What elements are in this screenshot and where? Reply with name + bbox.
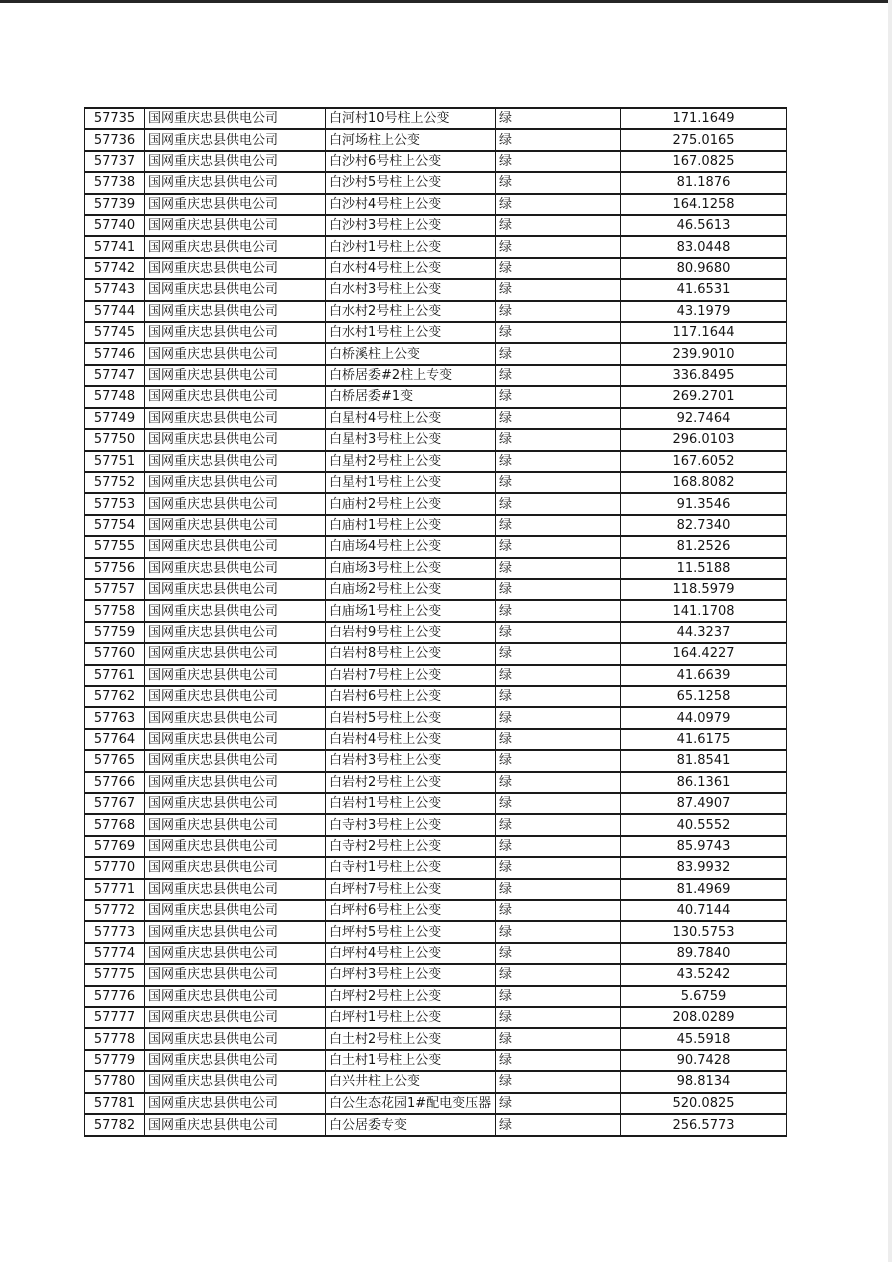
cell-company: 国网重庆忠县供电公司 — [145, 772, 326, 793]
cell-company: 国网重庆忠县供电公司 — [145, 451, 326, 472]
table-row — [85, 686, 787, 707]
cell-status: 绿 — [496, 194, 621, 215]
cell-value: 81.1876 — [621, 172, 787, 193]
cell-value: 81.2526 — [621, 536, 787, 557]
cell-value: 83.9932 — [621, 857, 787, 878]
cell-company: 国网重庆忠县供电公司 — [145, 301, 326, 322]
cell-id: 57766 — [85, 772, 145, 793]
cell-name: 白沙村6号柱上公变 — [326, 151, 496, 172]
cell-value: 269.2701 — [621, 386, 787, 407]
cell-value: 256.5773 — [621, 1114, 787, 1136]
cell-id: 57779 — [85, 1050, 145, 1071]
cell-id: 57746 — [85, 343, 145, 364]
table-body — [85, 108, 787, 1136]
cell-id: 57772 — [85, 900, 145, 921]
cell-status: 绿 — [496, 451, 621, 472]
cell-id: 57777 — [85, 1007, 145, 1028]
cell-value: 90.7428 — [621, 1050, 787, 1071]
cell-company: 国网重庆忠县供电公司 — [145, 836, 326, 857]
cell-name: 白坪村6号柱上公变 — [326, 900, 496, 921]
cell-company: 国网重庆忠县供电公司 — [145, 686, 326, 707]
cell-value: 46.5613 — [621, 215, 787, 236]
cell-id: 57775 — [85, 964, 145, 985]
cell-id: 57762 — [85, 686, 145, 707]
cell-name: 白岩村9号柱上公变 — [326, 622, 496, 643]
cell-status: 绿 — [496, 151, 621, 172]
cell-status: 绿 — [496, 729, 621, 750]
table-row — [85, 365, 787, 386]
cell-name: 白庙场2号柱上公变 — [326, 579, 496, 600]
cell-status: 绿 — [496, 772, 621, 793]
cell-status: 绿 — [496, 1050, 621, 1071]
cell-value: 11.5188 — [621, 558, 787, 579]
cell-status: 绿 — [496, 879, 621, 900]
cell-name: 白兴井柱上公变 — [326, 1071, 496, 1092]
cell-name: 白沙村1号柱上公变 — [326, 236, 496, 257]
cell-id: 57771 — [85, 879, 145, 900]
cell-company: 国网重庆忠县供电公司 — [145, 943, 326, 964]
cell-status: 绿 — [496, 236, 621, 257]
table-row — [85, 643, 787, 664]
cell-company: 国网重庆忠县供电公司 — [145, 643, 326, 664]
table-row — [85, 343, 787, 364]
cell-name: 白水村4号柱上公变 — [326, 258, 496, 279]
table-row — [85, 750, 787, 771]
cell-id: 57756 — [85, 558, 145, 579]
cell-name: 白寺村1号柱上公变 — [326, 857, 496, 878]
table-row — [85, 836, 787, 857]
cell-name: 白寺村3号柱上公变 — [326, 814, 496, 835]
cell-status: 绿 — [496, 408, 621, 429]
table-row — [85, 151, 787, 172]
cell-value: 296.0103 — [621, 429, 787, 450]
cell-name: 白庙场4号柱上公变 — [326, 536, 496, 557]
cell-id: 57742 — [85, 258, 145, 279]
cell-status: 绿 — [496, 707, 621, 728]
cell-id: 57738 — [85, 172, 145, 193]
cell-id: 57770 — [85, 857, 145, 878]
cell-value: 41.6531 — [621, 279, 787, 300]
cell-name: 白桥溪柱上公变 — [326, 343, 496, 364]
cell-status: 绿 — [496, 108, 621, 129]
cell-company: 国网重庆忠县供电公司 — [145, 1114, 326, 1136]
cell-id: 57776 — [85, 986, 145, 1007]
table-row — [85, 793, 787, 814]
cell-value: 44.0979 — [621, 707, 787, 728]
cell-company: 国网重庆忠县供电公司 — [145, 1071, 326, 1092]
table-row — [85, 665, 787, 686]
cell-value: 44.3237 — [621, 622, 787, 643]
cell-id: 57740 — [85, 215, 145, 236]
table-row — [85, 558, 787, 579]
cell-status: 绿 — [496, 172, 621, 193]
cell-value: 81.4969 — [621, 879, 787, 900]
cell-id: 57744 — [85, 301, 145, 322]
table-row — [85, 408, 787, 429]
cell-status: 绿 — [496, 1028, 621, 1049]
table-row — [85, 600, 787, 621]
cell-name: 白星村1号柱上公变 — [326, 472, 496, 493]
cell-status: 绿 — [496, 215, 621, 236]
cell-id: 57773 — [85, 921, 145, 942]
cell-id: 57782 — [85, 1114, 145, 1136]
cell-status: 绿 — [496, 964, 621, 985]
cell-value: 65.1258 — [621, 686, 787, 707]
cell-name: 白桥居委#2柱上专变 — [326, 365, 496, 386]
cell-id: 57747 — [85, 365, 145, 386]
cell-company: 国网重庆忠县供电公司 — [145, 857, 326, 878]
cell-value: 208.0289 — [621, 1007, 787, 1028]
cell-status: 绿 — [496, 129, 621, 150]
cell-value: 239.9010 — [621, 343, 787, 364]
cell-id: 57735 — [85, 108, 145, 129]
cell-id: 57760 — [85, 643, 145, 664]
table-row — [85, 429, 787, 450]
table-row — [85, 900, 787, 921]
cell-company: 国网重庆忠县供电公司 — [145, 429, 326, 450]
cell-name: 白庙村1号柱上公变 — [326, 515, 496, 536]
table-row — [85, 172, 787, 193]
table-row — [85, 536, 787, 557]
table-row — [85, 943, 787, 964]
cell-value: 86.1361 — [621, 772, 787, 793]
cell-name: 白岩村4号柱上公变 — [326, 729, 496, 750]
cell-id: 57774 — [85, 943, 145, 964]
cell-company: 国网重庆忠县供电公司 — [145, 322, 326, 343]
table-row — [85, 729, 787, 750]
cell-company: 国网重庆忠县供电公司 — [145, 986, 326, 1007]
cell-id: 57754 — [85, 515, 145, 536]
cell-id: 57743 — [85, 279, 145, 300]
cell-status: 绿 — [496, 857, 621, 878]
cell-name: 白公生态花园1#配电变压器 — [326, 1093, 496, 1114]
cell-status: 绿 — [496, 365, 621, 386]
cell-id: 57751 — [85, 451, 145, 472]
table-row — [85, 515, 787, 536]
cell-company: 国网重庆忠县供电公司 — [145, 1050, 326, 1071]
cell-value: 41.6175 — [621, 729, 787, 750]
table-row — [85, 279, 787, 300]
cell-company: 国网重庆忠县供电公司 — [145, 900, 326, 921]
cell-name: 白水村3号柱上公变 — [326, 279, 496, 300]
cell-status: 绿 — [496, 301, 621, 322]
cell-name: 白星村4号柱上公变 — [326, 408, 496, 429]
cell-status: 绿 — [496, 536, 621, 557]
table-row — [85, 1093, 787, 1114]
cell-name: 白坪村1号柱上公变 — [326, 1007, 496, 1028]
cell-status: 绿 — [496, 921, 621, 942]
cell-name: 白岩村2号柱上公变 — [326, 772, 496, 793]
cell-company: 国网重庆忠县供电公司 — [145, 108, 326, 129]
cell-id: 57781 — [85, 1093, 145, 1114]
cell-company: 国网重庆忠县供电公司 — [145, 215, 326, 236]
cell-company: 国网重庆忠县供电公司 — [145, 558, 326, 579]
table-row — [85, 322, 787, 343]
cell-id: 57761 — [85, 665, 145, 686]
cell-company: 国网重庆忠县供电公司 — [145, 151, 326, 172]
cell-status: 绿 — [496, 943, 621, 964]
cell-company: 国网重庆忠县供电公司 — [145, 515, 326, 536]
cell-value: 117.1644 — [621, 322, 787, 343]
cell-name: 白星村2号柱上公变 — [326, 451, 496, 472]
cell-name: 白庙村2号柱上公变 — [326, 493, 496, 514]
cell-status: 绿 — [496, 493, 621, 514]
cell-value: 82.7340 — [621, 515, 787, 536]
cell-name: 白沙村4号柱上公变 — [326, 194, 496, 215]
table-row — [85, 814, 787, 835]
table-row — [85, 1028, 787, 1049]
cell-name: 白岩村3号柱上公变 — [326, 750, 496, 771]
cell-company: 国网重庆忠县供电公司 — [145, 921, 326, 942]
cell-name: 白寺村2号柱上公变 — [326, 836, 496, 857]
table-row — [85, 986, 787, 1007]
cell-id: 57749 — [85, 408, 145, 429]
cell-company: 国网重庆忠县供电公司 — [145, 194, 326, 215]
table-row — [85, 1071, 787, 1092]
cell-status: 绿 — [496, 686, 621, 707]
cell-company: 国网重庆忠县供电公司 — [145, 1028, 326, 1049]
cell-status: 绿 — [496, 793, 621, 814]
cell-company: 国网重庆忠县供电公司 — [145, 129, 326, 150]
cell-company: 国网重庆忠县供电公司 — [145, 386, 326, 407]
cell-status: 绿 — [496, 1093, 621, 1114]
cell-id: 57768 — [85, 814, 145, 835]
cell-status: 绿 — [496, 600, 621, 621]
cell-id: 57737 — [85, 151, 145, 172]
table-row — [85, 772, 787, 793]
page-right-edge — [888, 0, 892, 1262]
cell-status: 绿 — [496, 1114, 621, 1136]
cell-value: 164.1258 — [621, 194, 787, 215]
table-row — [85, 472, 787, 493]
table-row — [85, 215, 787, 236]
table-row — [85, 386, 787, 407]
cell-id: 57739 — [85, 194, 145, 215]
cell-name: 白坪村4号柱上公变 — [326, 943, 496, 964]
cell-status: 绿 — [496, 322, 621, 343]
cell-name: 白沙村3号柱上公变 — [326, 215, 496, 236]
cell-value: 43.1979 — [621, 301, 787, 322]
cell-value: 89.7840 — [621, 943, 787, 964]
cell-name: 白坪村2号柱上公变 — [326, 986, 496, 1007]
cell-company: 国网重庆忠县供电公司 — [145, 536, 326, 557]
table-row — [85, 108, 787, 129]
cell-company: 国网重庆忠县供电公司 — [145, 279, 326, 300]
cell-status: 绿 — [496, 900, 621, 921]
cell-company: 国网重庆忠县供电公司 — [145, 493, 326, 514]
cell-id: 57763 — [85, 707, 145, 728]
cell-status: 绿 — [496, 836, 621, 857]
table-row — [85, 1050, 787, 1071]
cell-company: 国网重庆忠县供电公司 — [145, 622, 326, 643]
cell-name: 白河村10号柱上公变 — [326, 108, 496, 129]
cell-value: 92.7464 — [621, 408, 787, 429]
cell-company: 国网重庆忠县供电公司 — [145, 707, 326, 728]
cell-status: 绿 — [496, 472, 621, 493]
cell-name: 白河场柱上公变 — [326, 129, 496, 150]
cell-status: 绿 — [496, 386, 621, 407]
cell-value: 91.3546 — [621, 493, 787, 514]
cell-company: 国网重庆忠县供电公司 — [145, 750, 326, 771]
cell-status: 绿 — [496, 258, 621, 279]
table-row — [85, 921, 787, 942]
cell-value: 45.5918 — [621, 1028, 787, 1049]
cell-name: 白岩村8号柱上公变 — [326, 643, 496, 664]
cell-value: 167.6052 — [621, 451, 787, 472]
cell-name: 白坪村3号柱上公变 — [326, 964, 496, 985]
cell-status: 绿 — [496, 665, 621, 686]
cell-status: 绿 — [496, 515, 621, 536]
cell-status: 绿 — [496, 750, 621, 771]
cell-name: 白岩村5号柱上公变 — [326, 707, 496, 728]
cell-company: 国网重庆忠县供电公司 — [145, 258, 326, 279]
cell-status: 绿 — [496, 558, 621, 579]
cell-company: 国网重庆忠县供电公司 — [145, 579, 326, 600]
cell-company: 国网重庆忠县供电公司 — [145, 879, 326, 900]
cell-company: 国网重庆忠县供电公司 — [145, 172, 326, 193]
cell-value: 164.4227 — [621, 643, 787, 664]
cell-id: 57741 — [85, 236, 145, 257]
cell-value: 83.0448 — [621, 236, 787, 257]
cell-id: 57767 — [85, 793, 145, 814]
cell-value: 40.7144 — [621, 900, 787, 921]
cell-name: 白土村1号柱上公变 — [326, 1050, 496, 1071]
cell-value: 40.5552 — [621, 814, 787, 835]
cell-value: 336.8495 — [621, 365, 787, 386]
cell-status: 绿 — [496, 814, 621, 835]
table-row — [85, 258, 787, 279]
cell-company: 国网重庆忠县供电公司 — [145, 814, 326, 835]
cell-company: 国网重庆忠县供电公司 — [145, 1093, 326, 1114]
table-row — [85, 1114, 787, 1136]
transformer-table — [84, 107, 787, 1137]
cell-company: 国网重庆忠县供电公司 — [145, 1007, 326, 1028]
cell-name: 白岩村6号柱上公变 — [326, 686, 496, 707]
table-row — [85, 493, 787, 514]
cell-id: 57736 — [85, 129, 145, 150]
table-row — [85, 1007, 787, 1028]
cell-status: 绿 — [496, 343, 621, 364]
cell-name: 白岩村1号柱上公变 — [326, 793, 496, 814]
table-row — [85, 194, 787, 215]
cell-id: 57757 — [85, 579, 145, 600]
cell-value: 41.6639 — [621, 665, 787, 686]
cell-name: 白星村3号柱上公变 — [326, 429, 496, 450]
cell-id: 57752 — [85, 472, 145, 493]
table-row — [85, 129, 787, 150]
cell-company: 国网重庆忠县供电公司 — [145, 793, 326, 814]
cell-value: 98.8134 — [621, 1071, 787, 1092]
cell-id: 57753 — [85, 493, 145, 514]
cell-company: 国网重庆忠县供电公司 — [145, 964, 326, 985]
cell-id: 57748 — [85, 386, 145, 407]
cell-value: 85.9743 — [621, 836, 787, 857]
cell-value: 167.0825 — [621, 151, 787, 172]
cell-company: 国网重庆忠县供电公司 — [145, 472, 326, 493]
cell-value: 141.1708 — [621, 600, 787, 621]
cell-status: 绿 — [496, 1007, 621, 1028]
cell-name: 白岩村7号柱上公变 — [326, 665, 496, 686]
cell-value: 5.6759 — [621, 986, 787, 1007]
table-row — [85, 236, 787, 257]
cell-id: 57765 — [85, 750, 145, 771]
table-row — [85, 301, 787, 322]
cell-value: 168.8082 — [621, 472, 787, 493]
window-top-edge — [0, 0, 892, 3]
cell-name: 白沙村5号柱上公变 — [326, 172, 496, 193]
cell-id: 57759 — [85, 622, 145, 643]
cell-status: 绿 — [496, 622, 621, 643]
cell-value: 81.8541 — [621, 750, 787, 771]
table-row — [85, 879, 787, 900]
cell-company: 国网重庆忠县供电公司 — [145, 729, 326, 750]
table-row — [85, 451, 787, 472]
cell-id: 57769 — [85, 836, 145, 857]
cell-name: 白水村1号柱上公变 — [326, 322, 496, 343]
table-row — [85, 579, 787, 600]
cell-name: 白庙场1号柱上公变 — [326, 600, 496, 621]
cell-company: 国网重庆忠县供电公司 — [145, 236, 326, 257]
cell-name: 白庙场3号柱上公变 — [326, 558, 496, 579]
cell-id: 57750 — [85, 429, 145, 450]
cell-value: 87.4907 — [621, 793, 787, 814]
cell-value: 275.0165 — [621, 129, 787, 150]
cell-company: 国网重庆忠县供电公司 — [145, 408, 326, 429]
cell-id: 57755 — [85, 536, 145, 557]
cell-status: 绿 — [496, 1071, 621, 1092]
cell-status: 绿 — [496, 579, 621, 600]
cell-status: 绿 — [496, 643, 621, 664]
cell-company: 国网重庆忠县供电公司 — [145, 365, 326, 386]
cell-name: 白公居委专变 — [326, 1114, 496, 1136]
cell-value: 520.0825 — [621, 1093, 787, 1114]
cell-id: 57778 — [85, 1028, 145, 1049]
cell-status: 绿 — [496, 429, 621, 450]
table-row — [85, 707, 787, 728]
cell-value: 43.5242 — [621, 964, 787, 985]
cell-id: 57764 — [85, 729, 145, 750]
table-row — [85, 857, 787, 878]
cell-status: 绿 — [496, 986, 621, 1007]
cell-id: 57780 — [85, 1071, 145, 1092]
cell-name: 白水村2号柱上公变 — [326, 301, 496, 322]
cell-status: 绿 — [496, 279, 621, 300]
table-row — [85, 622, 787, 643]
table-row — [85, 964, 787, 985]
cell-company: 国网重庆忠县供电公司 — [145, 343, 326, 364]
cell-name: 白土村2号柱上公变 — [326, 1028, 496, 1049]
cell-id: 57745 — [85, 322, 145, 343]
cell-value: 130.5753 — [621, 921, 787, 942]
cell-value: 171.1649 — [621, 108, 787, 129]
cell-name: 白坪村7号柱上公变 — [326, 879, 496, 900]
cell-id: 57758 — [85, 600, 145, 621]
cell-value: 80.9680 — [621, 258, 787, 279]
cell-value: 118.5979 — [621, 579, 787, 600]
cell-name: 白桥居委#1变 — [326, 386, 496, 407]
cell-company: 国网重庆忠县供电公司 — [145, 600, 326, 621]
cell-name: 白坪村5号柱上公变 — [326, 921, 496, 942]
cell-company: 国网重庆忠县供电公司 — [145, 665, 326, 686]
